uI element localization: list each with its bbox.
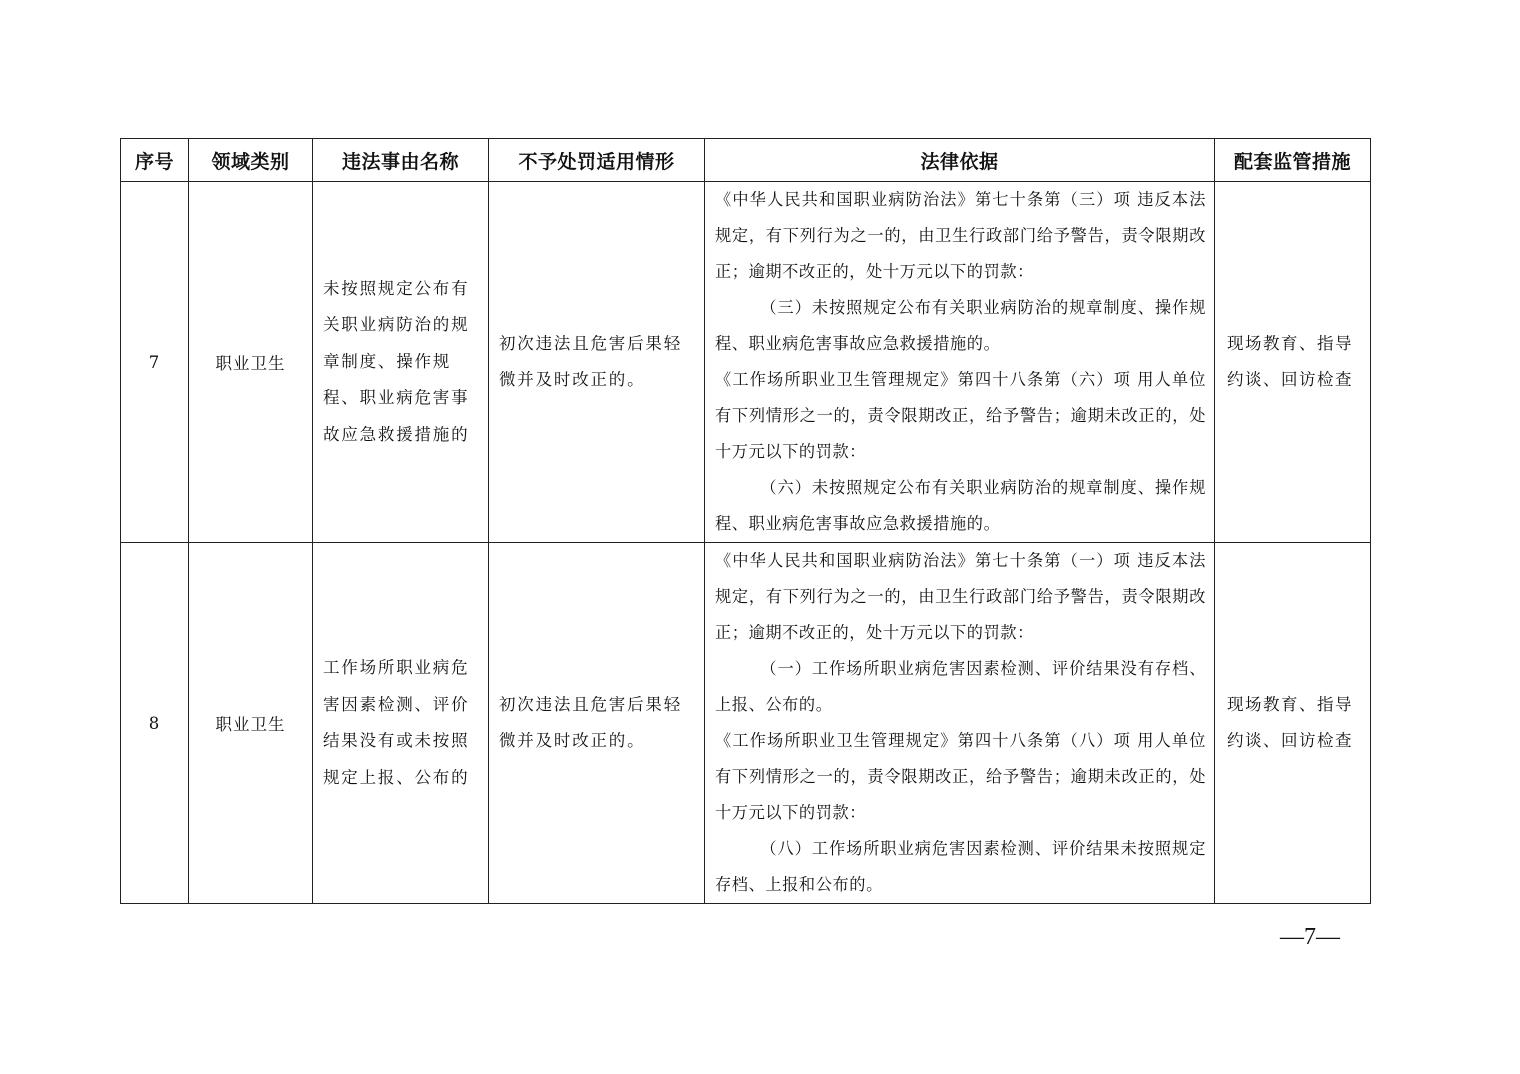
header-legal-basis: 法律依据 <box>705 139 1215 182</box>
legal-basis-clause: （一）工作场所职业病危害因素检测、评价结果没有存档、上报、公布的。 <box>715 659 1206 714</box>
legal-basis-cell <box>705 182 1215 543</box>
legal-basis-paragraph: 《工作场所职业卫生管理规定》第四十八条第（六）项 用人单位有下列情形之一的，责令限期改正，给予警告；逾期未改正的，处十万元以下的罚款： <box>715 370 1206 461</box>
header-supervision-measures: 配套监管措施 <box>1215 139 1371 182</box>
legal-basis-cell <box>705 543 1215 904</box>
table-row <box>121 543 1371 904</box>
legal-basis-paragraph: 《中华人民共和国职业病防治法》第七十条第（三）项 违反本法规定，有下列行为之一的，由卫生行政部门给予警告，责令限期改正；逾期不改正的，处十万元以下的罚款： <box>715 190 1206 281</box>
supervision-measures-cell: 现场教育、指导约谈、回访检查 <box>1215 543 1371 904</box>
header-serial-number: 序号 <box>121 139 189 182</box>
domain-category-cell: 职业卫生 <box>189 182 313 543</box>
serial-number-cell: 7 <box>121 182 189 543</box>
page-number: —7— <box>1280 924 1340 950</box>
header-violation-name: 违法事由名称 <box>313 139 489 182</box>
no-penalty-condition-cell: 初次违法且危害后果轻微并及时改正的。 <box>489 182 705 543</box>
legal-basis-clause: （八）工作场所职业病危害因素检测、评价结果未按照规定存档、上报和公布的。 <box>715 839 1206 894</box>
header-domain-category: 领域类别 <box>189 139 313 182</box>
legal-basis-clause: （三）未按照规定公布有关职业病防治的规章制度、操作规程、职业病危害事故应急救援措施的。 <box>715 298 1206 353</box>
no-penalty-condition-cell: 初次违法且危害后果轻微并及时改正的。 <box>489 543 705 904</box>
legal-basis-paragraph: 《中华人民共和国职业病防治法》第七十条第（一）项 违反本法规定，有下列行为之一的，由卫生行政部门给予警告，责令限期改正；逾期不改正的，处十万元以下的罚款： <box>715 551 1206 642</box>
domain-category-cell: 职业卫生 <box>189 543 313 904</box>
supervision-measures-cell: 现场教育、指导约谈、回访检查 <box>1215 182 1371 543</box>
legal-basis-clause: （六）未按照规定公布有关职业病防治的规章制度、操作规程、职业病危害事故应急救援措施的。 <box>715 478 1206 533</box>
table-header-row <box>121 139 1371 182</box>
header-no-penalty-condition: 不予处罚适用情形 <box>489 139 705 182</box>
serial-number-cell: 8 <box>121 543 189 904</box>
legal-basis-paragraph: 《工作场所职业卫生管理规定》第四十八条第（八）项 用人单位有下列情形之一的，责令限期改正，给予警告；逾期未改正的，处十万元以下的罚款： <box>715 731 1206 822</box>
violation-name-cell: 工作场所职业病危害因素检测、评价结果没有或未按照规定上报、公布的 <box>313 543 489 904</box>
regulation-table <box>120 138 1371 904</box>
table-row <box>121 182 1371 543</box>
violation-name-cell: 未按照规定公布有关职业病防治的规章制度、操作规程、职业病危害事故应急救援措施的 <box>313 182 489 543</box>
